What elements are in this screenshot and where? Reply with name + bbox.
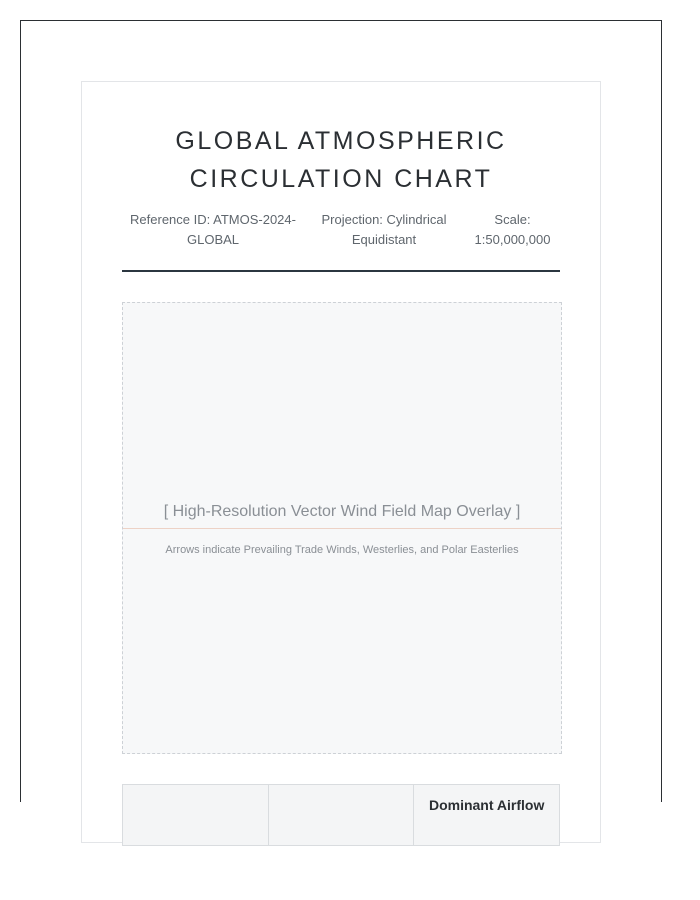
title-line-2: CIRCULATION CHART xyxy=(189,165,493,193)
projection-info: Projection: Cylindrical Equidistant xyxy=(321,212,447,247)
map-caption: Arrows indicate Prevailing Trade Winds, Westerlies, and Polar Easterlies xyxy=(165,544,519,556)
header-divider xyxy=(122,270,560,272)
title-line-1: GLOBAL ATMOSPHERIC xyxy=(175,127,507,155)
map-placeholder-title: [ High-Resolution Vector Wind Field Map Overlay ] xyxy=(163,503,521,520)
document-page xyxy=(81,81,601,843)
browser-viewport xyxy=(20,20,662,813)
wind-field-map-placeholder xyxy=(122,302,562,754)
page-title xyxy=(82,122,600,198)
table-header-row xyxy=(123,785,560,846)
scale-info: Scale: 1:50,000,000 xyxy=(474,212,551,247)
table-header-cell xyxy=(268,785,414,846)
table-header-cell xyxy=(123,785,269,846)
reference-id: Reference ID: ATMOS-2024-GLOBAL xyxy=(130,212,296,247)
table-header-dominant-airflow: Dominant Airflow xyxy=(414,785,560,846)
document-metadata xyxy=(122,210,560,254)
equator-line xyxy=(123,528,561,529)
circulation-table xyxy=(122,784,560,846)
